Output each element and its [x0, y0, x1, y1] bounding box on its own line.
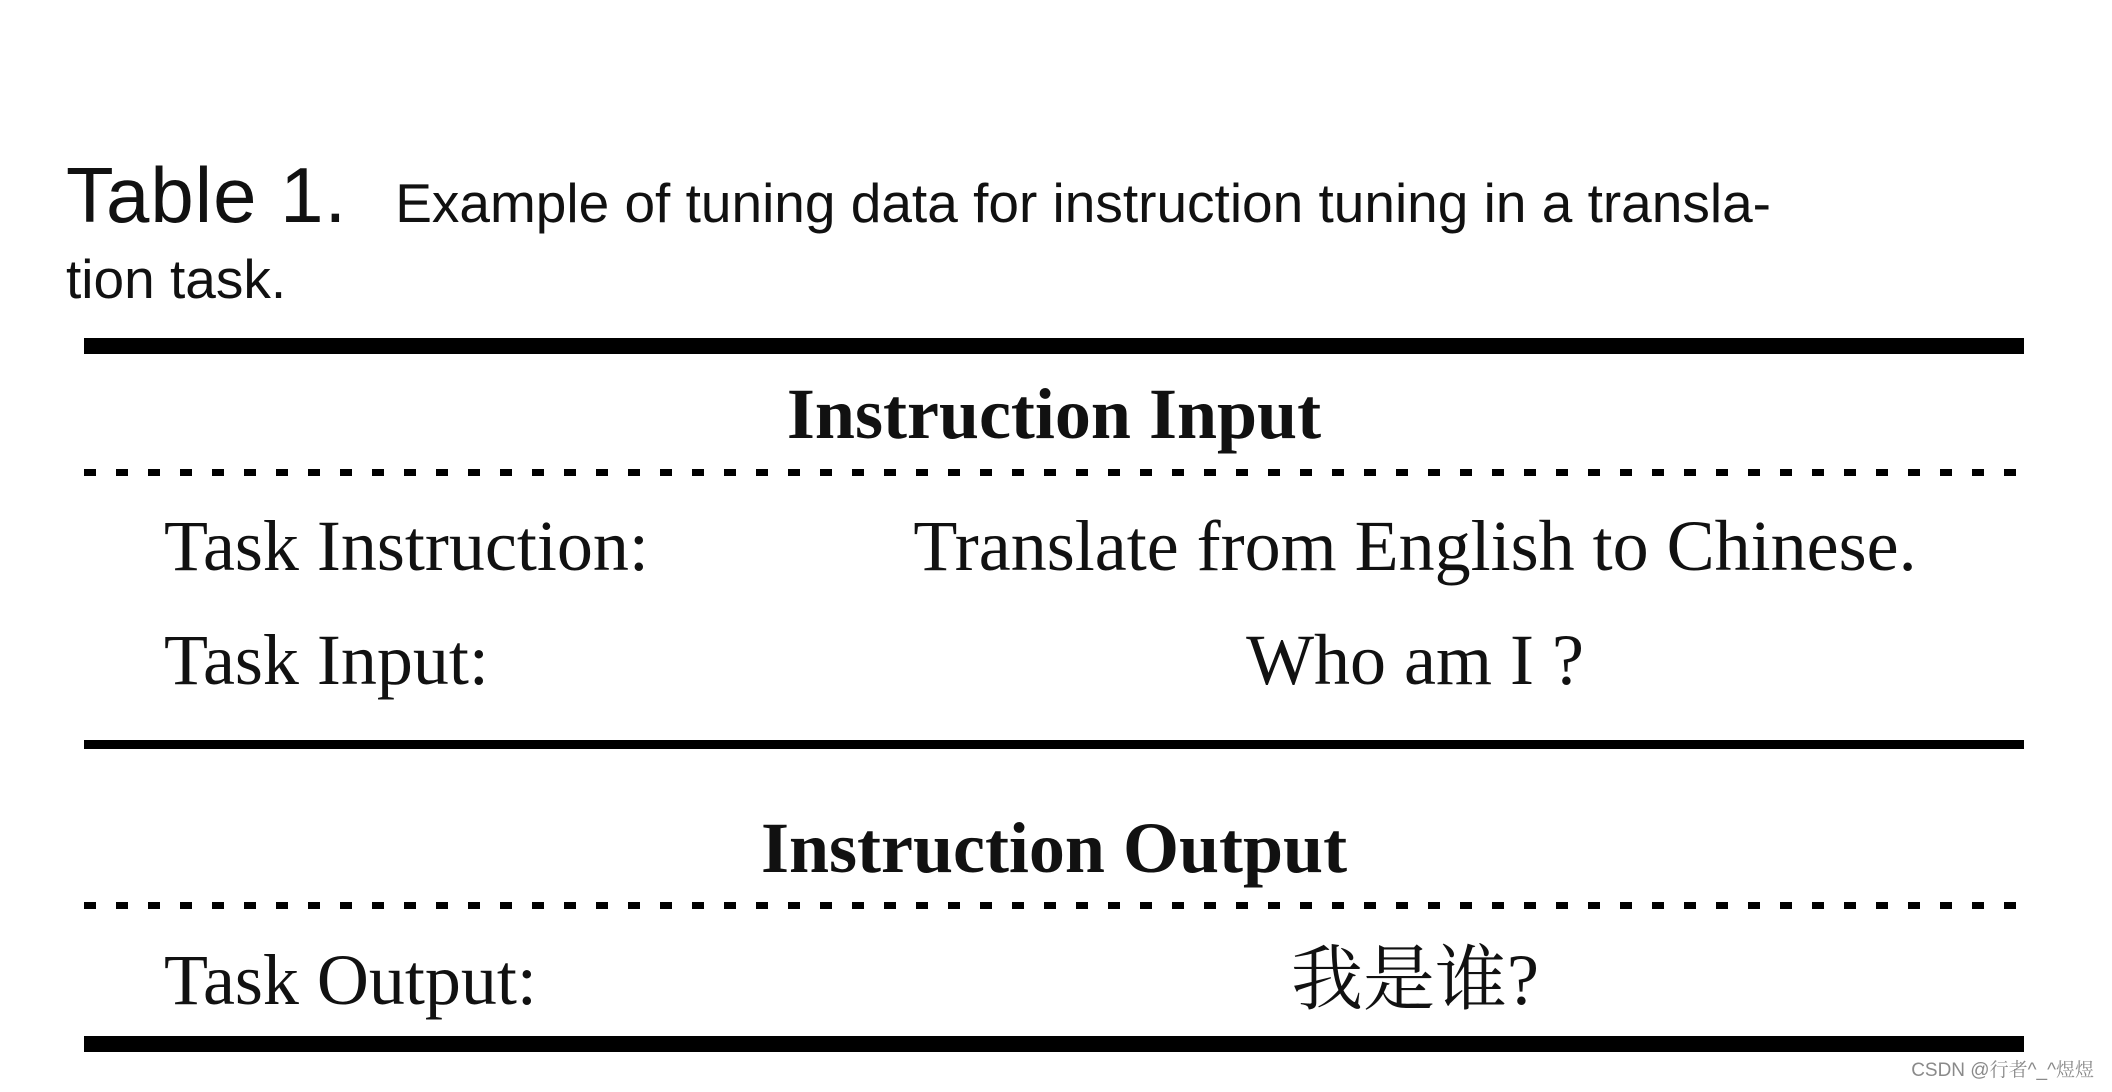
task-output-value: 我是谁? [1291, 940, 1539, 1020]
task-output-label: Task Output: [164, 940, 537, 1020]
table-top-rule [84, 338, 2024, 354]
watermark: CSDN @行者^_^煜煜 [1911, 1060, 2094, 1081]
table-middle-rule [84, 740, 2024, 749]
caption-text-line2: tion task. [66, 248, 287, 310]
table-bottom-rule [84, 1036, 2024, 1052]
table-caption [66, 150, 2046, 311]
task-instruction-label: Task Instruction: [164, 506, 649, 586]
dashed-divider-input [84, 469, 2024, 476]
caption-text-line1: Example of tuning data for instruction tuning in a transla- [395, 172, 1771, 234]
task-input-value: Who am I ? [1246, 620, 1584, 700]
instruction-input-heading: Instruction Input [786, 374, 1322, 454]
caption-label: Table 1. [66, 151, 348, 239]
dashed-divider-output [84, 902, 2024, 909]
task-instruction-value: Translate from English to Chinese. [913, 506, 1917, 586]
task-input-label: Task Input: [164, 620, 489, 700]
instruction-output-heading: Instruction Output [760, 808, 1348, 888]
